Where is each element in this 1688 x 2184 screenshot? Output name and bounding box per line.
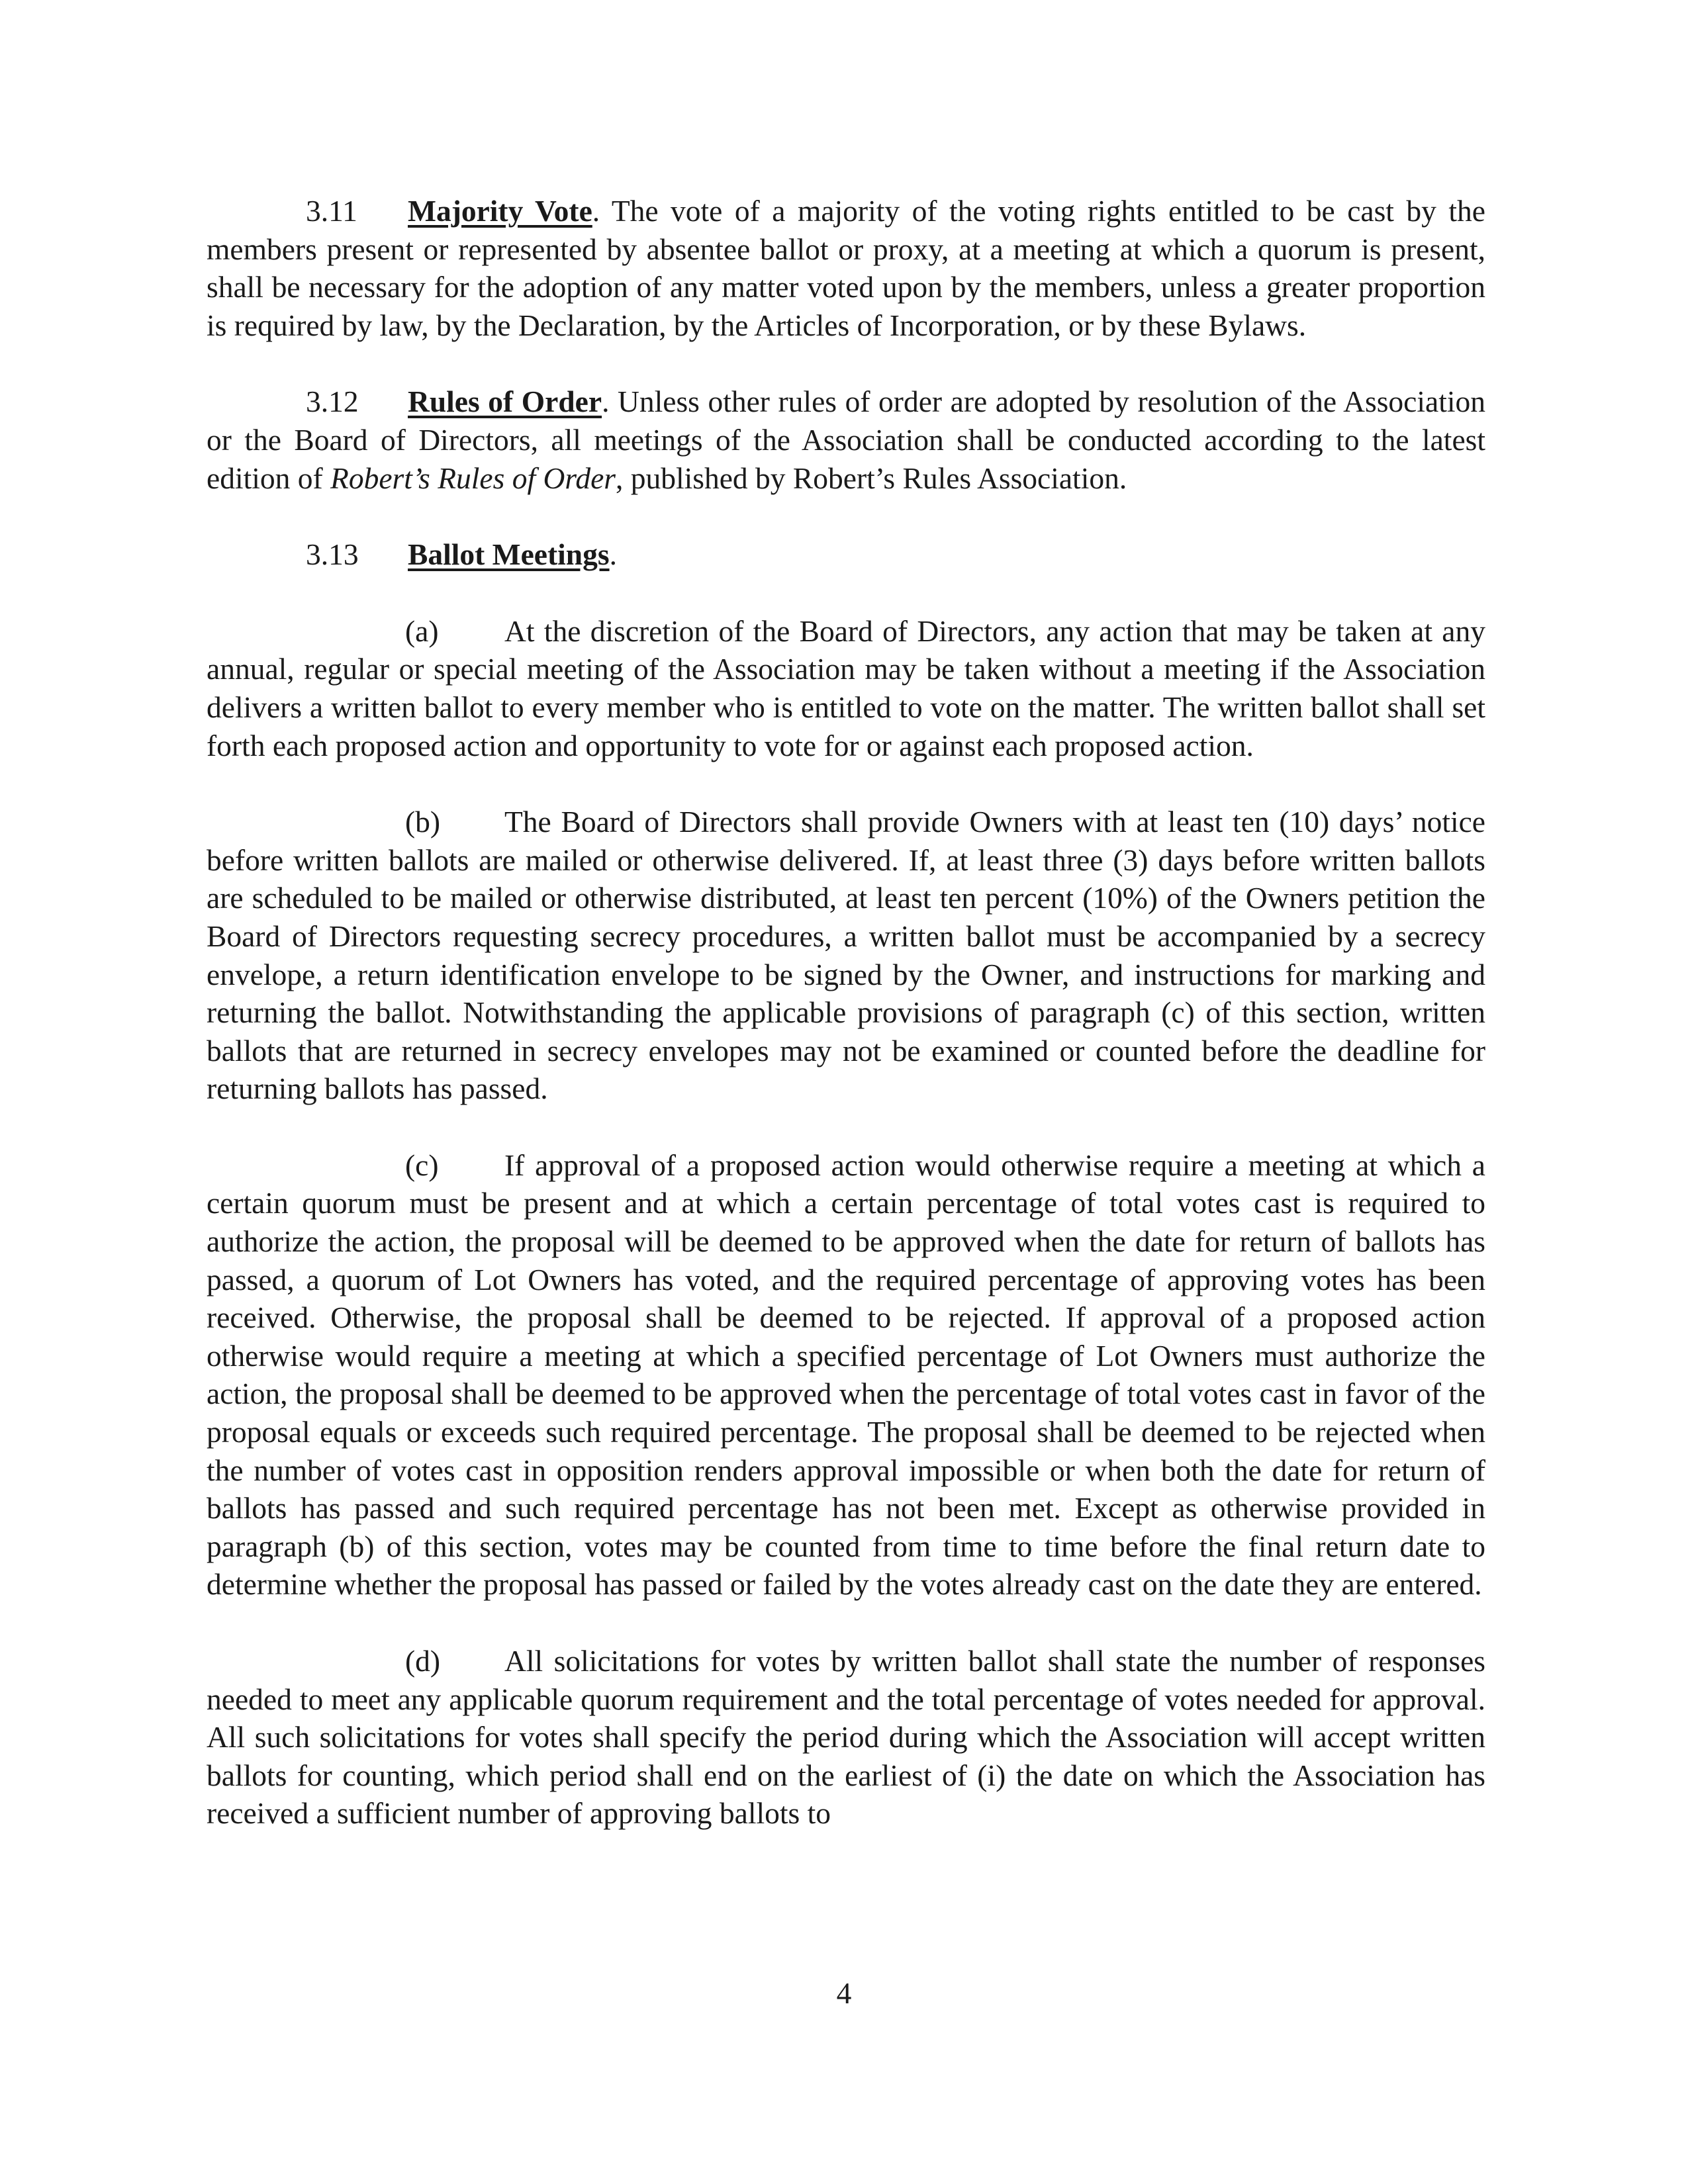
subparagraph-label: (a) <box>405 614 439 648</box>
section-number: 3.13 <box>306 537 359 572</box>
section-heading: Majority Vote <box>408 194 592 228</box>
page-number: 4 <box>836 1976 852 2010</box>
subparagraph-text: At the discretion of the Board of Directors, any action that may be taken at any annual, regular or special meeting of the Association may be taken without a meeting if the Association delivers a written ballot to every member who is entitled to vote on the matter. The written ballot shall set forth each proposed action and opportunity to vote for or against each proposed action. <box>207 614 1485 762</box>
section-number: 3.11 <box>306 194 357 228</box>
subparagraph-label: (b) <box>405 805 441 839</box>
subparagraph-text: If approval of a proposed action would otherwise require a meeting at which a certain quorum must be present and at which a certain percentage of total votes cast is required to authorize the action, the proposal will be deemed to be approved when the date for return of ballots has passed, a quorum of Lot Owners has voted, and the required percentage of approving votes has been received. Otherwise, the proposal shall be deemed to be rejected. If approval of a proposed action otherwise would require a meeting at which a specified percentage of Lot Owners must authorize the action, the proposal shall be deemed to be approved when the percentage of total votes cast in favor of the proposal equals or exceeds such required percentage. The proposal shall be deemed to be rejected when the number of votes cast in opposition renders approval impossible or when both the date for return of ballots has passed and such required percentage has not been met. Except as otherwise provided in paragraph (b) of this section, votes may be counted from time to time before the final return date to determine whether the proposal has passed or failed by the votes already cast on the date they are entered. <box>207 1148 1485 1602</box>
subparagraph-d <box>207 1642 1485 1833</box>
section-3-13: 3.13 Ballot Meetings. <box>207 535 1485 574</box>
subparagraph-a <box>207 612 1485 764</box>
subparagraph-text: The Board of Directors shall provide Owners with at least ten (10) days’ notice before written ballots are mailed or otherwise delivered. If, at least three (3) days before written ballots are scheduled to be mailed or otherwise distributed, at least ten percent (10%) of the Owners petition the Board of Directors requesting secrecy procedures, a written ballot must be accompanied by a secrecy envelope, a return identification envelope to be signed by the Owner, and instructions for marking and returning the ballot. Notwithstanding the applicable provisions of paragraph (c) of this section, written ballots that are returned in secrecy envelopes may not be examined or counted before the deadline for returning ballots has passed. <box>207 805 1485 1106</box>
subparagraph-b <box>207 803 1485 1108</box>
section-body: Unless other rules of order are adopted by resolution of the Association or the Board of Directors, all meetings of the Association shall be conducted according to the latest edition of <box>207 385 1486 495</box>
section-heading: Ballot Meetings <box>408 537 610 572</box>
subparagraph-text: All solicitations for votes by written ballot shall state the number of responses needed to meet any applicable quorum requirement and the total percentage of votes needed for approval. All such solicitations for votes shall specify the period during which the Association will accept written ballots for counting, which period shall end on the earliest of (i) the date on which the Association has received a sufficient number of approving ballots to <box>207 1644 1485 1831</box>
section-heading: Rules of Order <box>408 385 602 419</box>
section-3-11: 3.11 Majority Vote. The vote of a majority of the voting rights entitled to be cast by the members present or represented by absentee ballot or proxy, at a meeting at which a quorum is present, shall be necessary for the adoption of any matter voted upon by the members, unless a greater proportion is required by law, by the Declaration, by the Articles of Incorporation, or by these Bylaws. <box>207 192 1485 344</box>
italic-title: Robert’s Rules of Order <box>330 461 616 495</box>
subparagraph-c <box>207 1146 1485 1604</box>
subparagraph-label: (d) <box>405 1644 441 1678</box>
page-content <box>207 192 1485 1871</box>
section-body: The vote of a majority of the voting rights entitled to be cast by the members present or represented by absentee ballot or proxy, at a meeting at which a quorum is present, shall be necessary for the adoption of any matter voted upon by the members, unless a greater proportion is required by law, by the Declaration, by the Articles of Incorporation, or by these Bylaws. <box>207 194 1485 342</box>
section-body-end: , published by Robert’s Rules Association. <box>616 461 1127 495</box>
section-3-12: 3.12 Rules of Order. Unless other rules of order are adopted by resolution of the Association or the Board of Directors, all meetings of the Association shall be conducted according to the latest edition of Robert’s Rules of Order, published by Robert’s Rules Association. <box>207 383 1485 497</box>
section-number: 3.12 <box>306 385 359 419</box>
subparagraph-label: (c) <box>405 1148 439 1182</box>
